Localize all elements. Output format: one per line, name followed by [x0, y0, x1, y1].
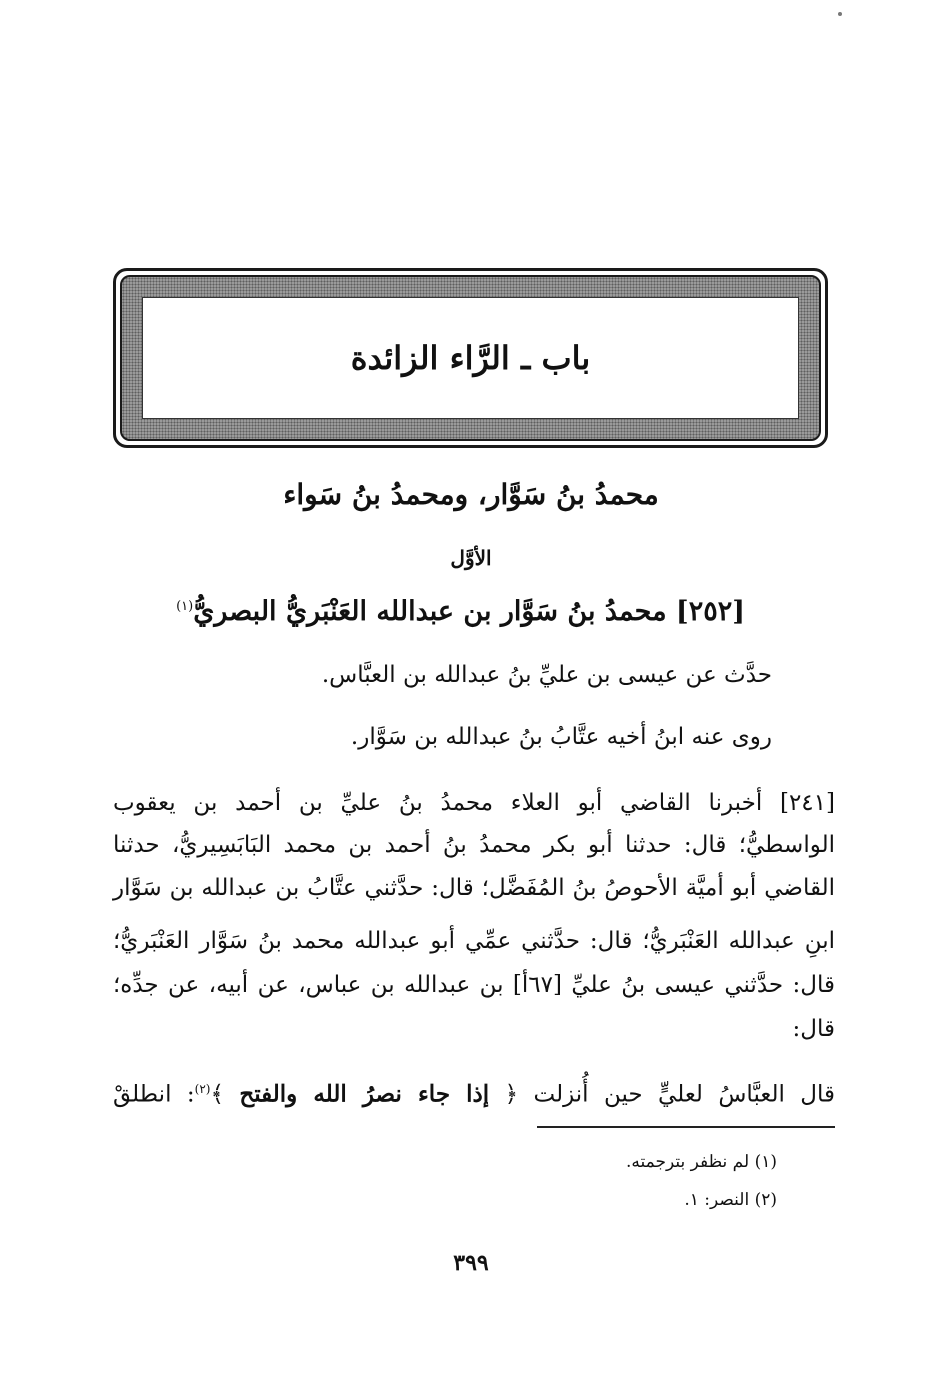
- quote-end: : انطلقْ: [113, 1081, 195, 1108]
- hadith-line: الواسطيُّ؛ قال: حدثنا أبو بكر محمدُ بنُ أحمد بن محمد البَابَسِيريُّ، حدثنا: [113, 832, 835, 858]
- hadith-line: القاضي أبو أميَّة الأحوصُ بنُ المُفَضَّل؛ قال: حدَّثني عتَّابُ بن عبدالله بن سَوَّار: [113, 875, 835, 901]
- chapter-title: باب ـ الرَّاء الزائدة: [350, 339, 591, 377]
- quote-text: قال العبَّاسُ لعليٍّ حين أُنزلت ﴿: [504, 1081, 836, 1108]
- narration-line: حدَّث عن عيسى بن عليِّ بنُ عبدالله بن العبَّاس.: [321, 662, 772, 688]
- footnote: (١) لم نظفر بترجمته.: [625, 1152, 777, 1172]
- chapter-title-panel: [142, 297, 799, 419]
- chapter-title-border: [120, 275, 821, 441]
- scan-speck: [838, 12, 842, 16]
- hadith-line: ابنِ عبدالله العَنْبَريُّ؛ قال: حدَّثني عمِّي أبو عبدالله محمد بنُ سَوَّار العَنْبَريُّ؛: [113, 928, 835, 954]
- hadith-line: قال: حدَّثني عيسى بنُ عليِّ [٦٧أ] بن عبدالله بن عباس، عن أبيه، عن جدِّه؛: [113, 972, 835, 998]
- quran-verse: إذا جاء نصرُ الله والفتح: [239, 1080, 490, 1108]
- quote-footnote-ref: (٢): [194, 1082, 211, 1096]
- footnote-divider: [537, 1126, 835, 1128]
- page-number: ٣٩٩: [453, 1250, 489, 1276]
- chapter-title-frame: [113, 268, 828, 448]
- entry-title: [176, 596, 745, 627]
- entry-title-footnote-ref: (١): [176, 599, 194, 614]
- section-heading: محمدُ بنُ سَوَّار، ومحمدُ بنُ سَواء: [283, 478, 659, 511]
- section-subheading: الأوَّل: [450, 546, 492, 570]
- narration-line: روى عنه ابنُ أخيه عتَّابُ بنُ عبدالله بن سَوَّار.: [350, 724, 772, 750]
- quote-close: ﴾: [210, 1081, 224, 1108]
- quote-line: [113, 1074, 835, 1110]
- hadith-line: [٢٤١] أخبرنا القاضي أبو العلاء محمدُ بنُ عليِّ بن أحمد بن يعقوب: [113, 790, 835, 816]
- footnote: (٢) النصر: ١.: [684, 1190, 777, 1210]
- hadith-line: قال:: [792, 1016, 835, 1042]
- entry-title-text: [٢٥٢] محمدُ بنُ سَوَّار بن عبدالله العَنْبَريُّ البصريُّ: [193, 596, 745, 627]
